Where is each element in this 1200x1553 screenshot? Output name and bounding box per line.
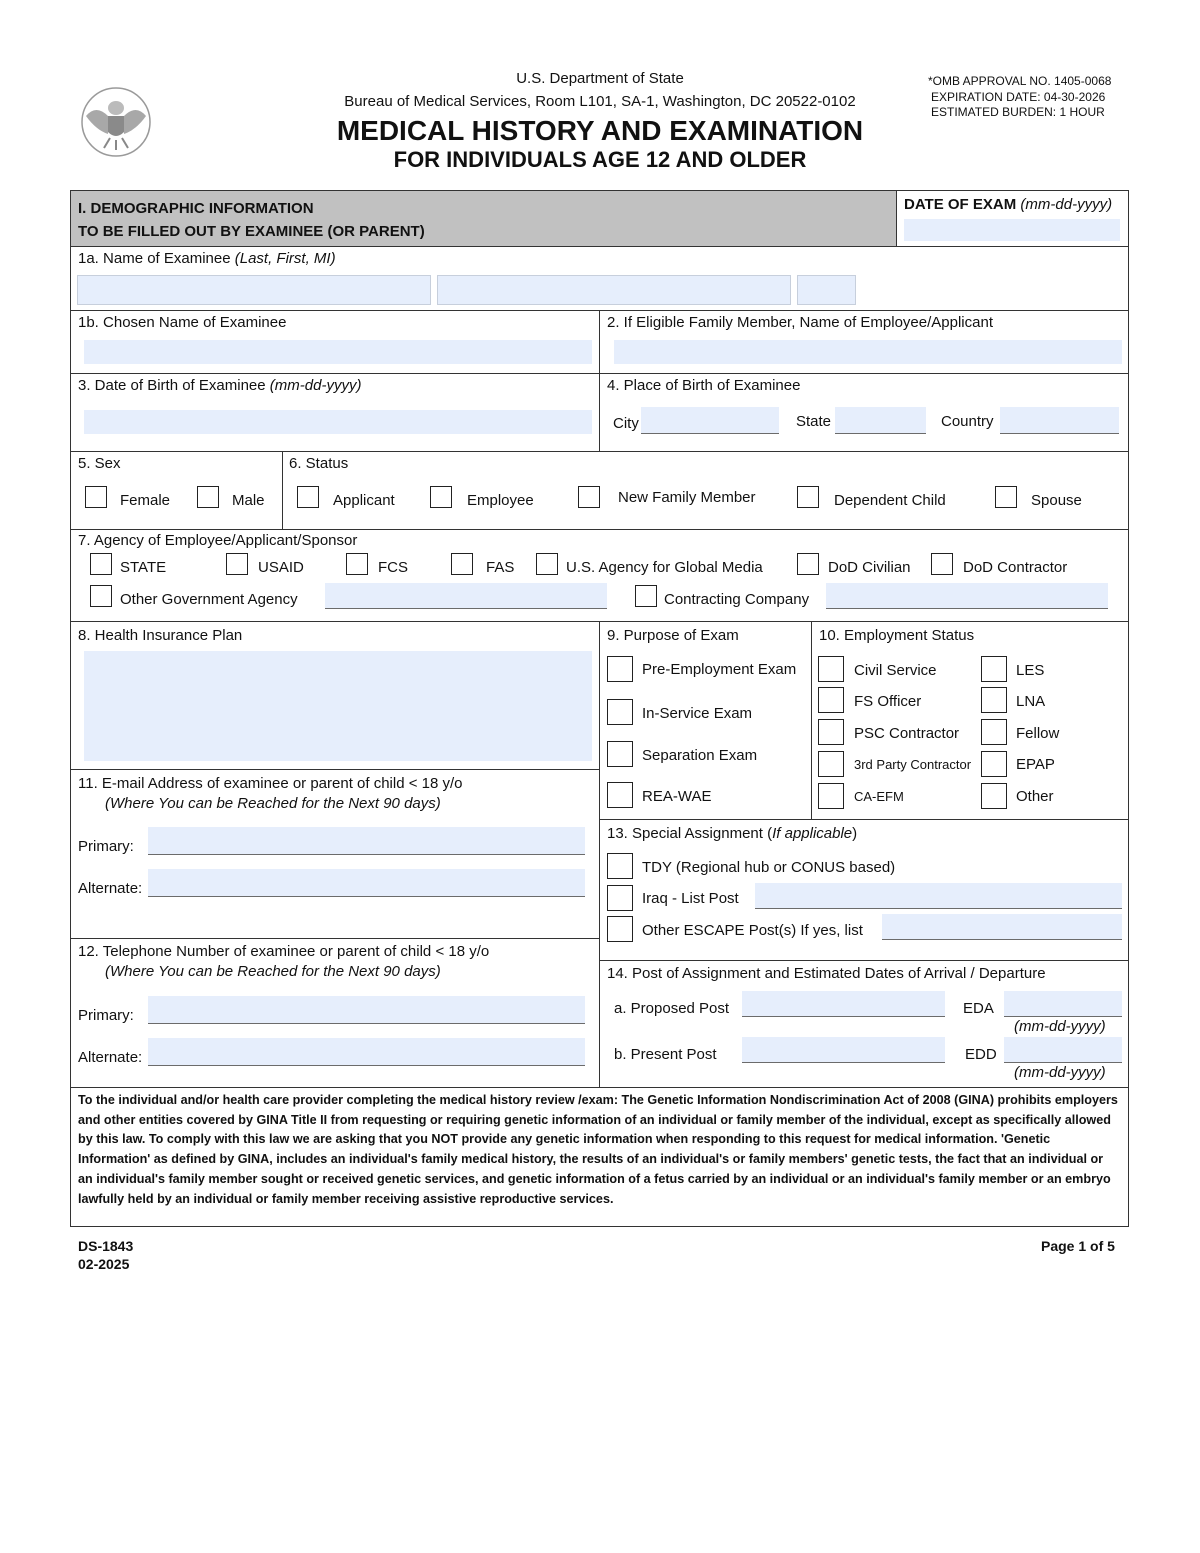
sex-male-checkbox[interactable] [197,486,219,508]
purpose-pre-employment-checkbox[interactable] [607,656,633,682]
emp-les-label: LES [1016,662,1045,679]
status-spouse-checkbox[interactable] [995,486,1017,508]
q5-label: 5. Sex [78,455,121,472]
agency-fas-checkbox[interactable] [451,553,473,575]
q1b-label: 1b. Chosen Name of Examinee [78,314,287,331]
phone-alternate-label: Alternate: [78,1049,143,1066]
purpose-separation-checkbox[interactable] [607,741,633,767]
agency-usaid-label: USAID [258,559,304,576]
middle-initial-input[interactable] [797,275,856,305]
country-label: Country [941,413,994,430]
q9-label: 9. Purpose of Exam [607,627,739,644]
form-title: MEDICAL HISTORY AND EXAMINATION [336,115,864,146]
agency-state-label: STATE [120,559,167,576]
dept-name: U.S. Department of State [516,70,684,87]
q8-label: 8. Health Insurance Plan [78,627,243,644]
chosen-name-input[interactable] [84,340,592,364]
special-iraq-label: Iraq - List Post [642,890,739,907]
purpose-rea-wae-label: REA-WAE [642,788,712,805]
state-label: State [796,413,832,430]
status-dependent-child-label: Dependent Child [834,492,946,509]
status-employee-checkbox[interactable] [430,486,452,508]
special-iraq-checkbox[interactable] [607,885,633,911]
emp-epap-label: EPAP [1016,756,1055,773]
emp-lna-label: LNA [1016,693,1046,710]
proposed-post-input[interactable] [742,991,945,1017]
q13-label: 13. Special Assignment (If applicable) [607,825,858,842]
status-employee-label: Employee [467,492,534,509]
agency-state-checkbox[interactable] [90,553,112,575]
emp-fs-officer-label: FS Officer [854,693,922,710]
purpose-separation-label: Separation Exam [642,747,758,764]
country-input[interactable] [1000,407,1119,434]
email-alternate-input[interactable] [148,869,585,897]
agency-fas-label: FAS [486,559,515,576]
state-input[interactable] [835,407,926,434]
other-gov-agency-input[interactable] [325,583,607,609]
phone-primary-input[interactable] [148,996,585,1024]
date-of-exam-label: DATE OF EXAM (mm-dd-yyyy) [904,196,1113,213]
agency-other-gov-checkbox[interactable] [90,585,112,607]
email-primary-label: Primary: [78,838,134,855]
email-primary-input[interactable] [148,827,585,855]
form-number: DS-1843 [78,1238,134,1254]
dob-input[interactable] [84,410,592,434]
agency-usagm-label: U.S. Agency for Global Media [566,559,763,576]
edd-format: (mm-dd-yyyy) [1014,1064,1106,1081]
q4-label: 4. Place of Birth of Examinee [607,377,801,394]
email-alternate-label: Alternate: [78,880,143,897]
q1a-label: 1a. Name of Examinee (Last, First, MI) [78,250,336,267]
health-insurance-input[interactable] [84,651,592,761]
section-subtitle: TO BE FILLED OUT BY EXAMINEE (OR PARENT) [78,223,425,240]
emp-psc-contractor-label: PSC Contractor [854,725,960,742]
q14-label: 14. Post of Assignment and Estimated Dates of Arrival / Departure [607,965,1046,982]
emp-3rd-party-checkbox[interactable] [818,751,844,777]
gina-notice: To the individual and/or health care provider completing the medical history review /exam: The Genetic Information Nondiscrimination Act of 2008 (GINA) prohibits employers and other entities covered by GINA Title II from requesting or requiring genetic information of an individual or family member of the individual, except as specifically allowed by this law. To comply with this law we are asking that you NOT provide any genetic information when responding to this request for medical information. 'Genetic Information' as defined by GINA, includes an individual's family medical history, the results of an individual's or family members' genetic tests, the fact that an individual or an individual's family member sought or received genetic services, and genetic information of a fetus carried by an individual or an individual's family member or an embryo lawfully held by an individual or family member receiving assistive reproductive services. [78,1093,1118,1206]
emp-other-label: Other [1016,788,1054,805]
iraq-post-input[interactable] [755,883,1122,909]
emp-fellow-label: Fellow [1016,725,1060,742]
form-subtitle: FOR INDIVIDUALS AGE 12 AND OLDER [393,147,807,172]
agency-fcs-checkbox[interactable] [346,553,368,575]
agency-usaid-checkbox[interactable] [226,553,248,575]
q7-label: 7. Agency of Employee/Applicant/Sponsor [78,532,358,549]
purpose-rea-wae-checkbox[interactable] [607,782,633,808]
special-escape-checkbox[interactable] [607,916,633,942]
agency-contracting-label: Contracting Company [664,591,810,608]
emp-fellow-checkbox[interactable] [981,719,1007,745]
q3-label: 3. Date of Birth of Examinee (mm-dd-yyyy) [78,377,362,394]
emp-civil-service-checkbox[interactable] [818,656,844,682]
emp-les-checkbox[interactable] [981,656,1007,682]
section-title: I. DEMOGRAPHIC INFORMATION [78,200,314,217]
special-tdy-checkbox[interactable] [607,853,633,879]
status-applicant-checkbox[interactable] [297,486,319,508]
eda-label: EDA [963,1000,994,1017]
first-name-input[interactable] [437,275,791,305]
status-new-family-member-label: New Family Member [618,489,756,506]
purpose-in-service-checkbox[interactable] [607,699,633,725]
status-applicant-label: Applicant [333,492,395,509]
agency-fcs-label: FCS [378,559,408,576]
agency-usagm-checkbox[interactable] [536,553,558,575]
emp-epap-checkbox[interactable] [981,751,1007,777]
form-date: 02-2025 [78,1256,130,1272]
expiration-date: EXPIRATION DATE: 04-30-2026 [931,90,1106,104]
present-post-input[interactable] [742,1037,945,1063]
proposed-post-label: a. Proposed Post [614,1000,730,1017]
q2-label: 2. If Eligible Family Member, Name of Employee/Applicant [607,314,993,331]
q12-label: 12. Telephone Number of examinee or parent of child < 18 y/o [78,943,490,960]
city-input[interactable] [641,407,779,434]
bureau-address: Bureau of Medical Services, Room L101, SA-1, Washington, DC 20522-0102 [344,93,856,110]
q12-hint: (Where You can be Reached for the Next 90 days) [105,963,441,980]
date-of-exam-input[interactable] [904,219,1120,241]
sex-male-label: Male [232,492,265,509]
page-number: Page 1 of 5 [1041,1238,1115,1254]
last-name-input[interactable] [77,275,431,305]
status-dependent-child-checkbox[interactable] [797,486,819,508]
agency-dod-contractor-label: DoD Contractor [963,559,1068,576]
q11-label: 11. E-mail Address of examinee or parent of child < 18 y/o [78,775,463,792]
agency-other-gov-label: Other Government Agency [120,591,298,608]
contracting-company-input[interactable] [826,583,1108,609]
city-label: City [613,415,639,432]
emp-civil-service-label: Civil Service [854,662,937,679]
emp-fs-officer-checkbox[interactable] [818,687,844,713]
emp-psc-contractor-checkbox[interactable] [818,719,844,745]
present-post-label: b. Present Post [614,1046,717,1063]
emp-other-checkbox[interactable] [981,783,1007,809]
edd-input[interactable] [1004,1037,1122,1063]
eda-format: (mm-dd-yyyy) [1014,1018,1106,1035]
estimated-burden: ESTIMATED BURDEN: 1 HOUR [931,105,1105,119]
agency-dod-contractor-checkbox[interactable] [931,553,953,575]
q6-label: 6. Status [289,455,349,472]
eda-input[interactable] [1004,991,1122,1017]
emp-ca-efm-label: CA-EFM [854,789,904,804]
agency-contracting-checkbox[interactable] [635,585,657,607]
special-tdy-label: TDY (Regional hub or CONUS based) [642,859,896,876]
phone-primary-label: Primary: [78,1007,134,1024]
emp-lna-checkbox[interactable] [981,687,1007,713]
omb-number: *OMB APPROVAL NO. 1405-0068 [928,74,1112,88]
special-escape-label: Other ESCAPE Post(s) If yes, list [642,922,863,939]
purpose-pre-employment-label: Pre-Employment Exam [642,661,797,678]
emp-3rd-party-label: 3rd Party Contractor [854,757,972,772]
agency-dod-civilian-label: DoD Civilian [828,559,911,576]
emp-ca-efm-checkbox[interactable] [818,783,844,809]
purpose-in-service-label: In-Service Exam [642,705,753,722]
escape-post-input[interactable] [882,914,1122,940]
sex-female-checkbox[interactable] [85,486,107,508]
edd-label: EDD [965,1046,997,1063]
sex-female-label: Female [120,492,171,509]
status-spouse-label: Spouse [1031,492,1082,509]
agency-dod-civilian-checkbox[interactable] [797,553,819,575]
status-new-family-member-checkbox[interactable] [578,486,600,508]
q11-hint: (Where You can be Reached for the Next 90 days) [105,795,441,812]
phone-alternate-input[interactable] [148,1038,585,1066]
q10-label: 10. Employment Status [819,627,975,644]
employee-name-input[interactable] [614,340,1122,364]
